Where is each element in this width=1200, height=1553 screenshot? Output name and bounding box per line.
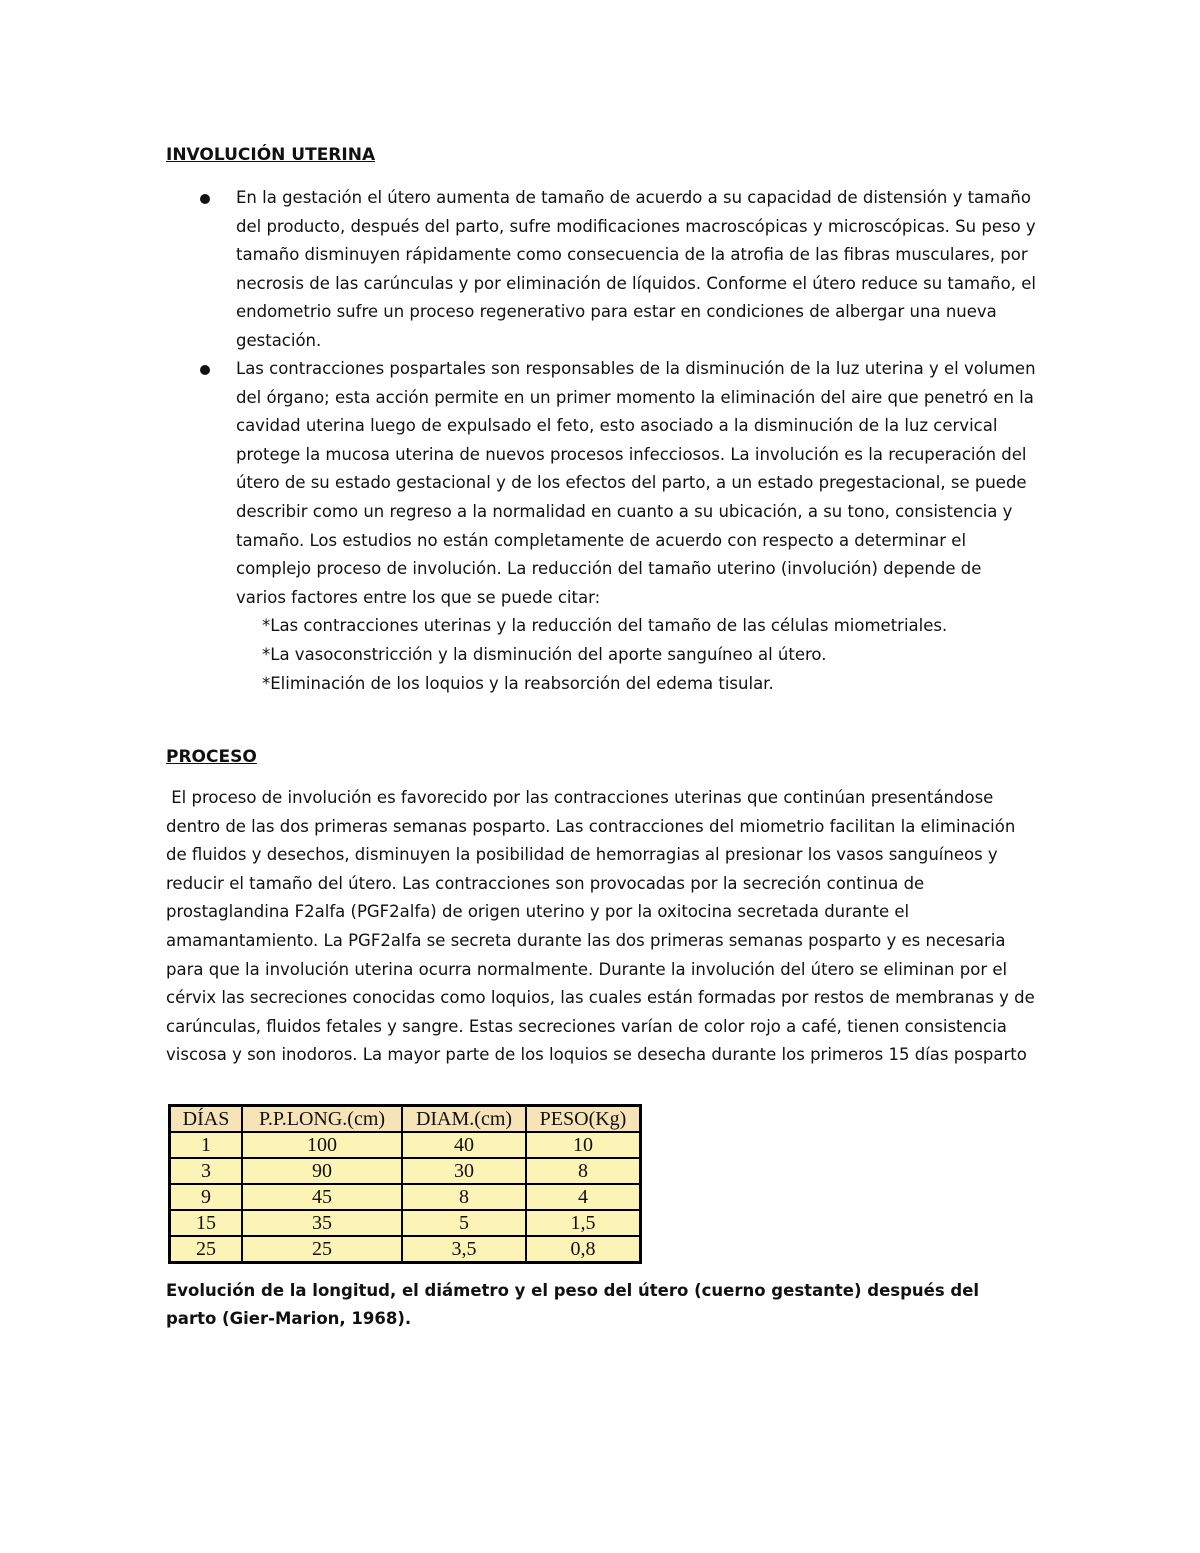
table-cell: 0,8 xyxy=(526,1236,641,1263)
table-cell: 90 xyxy=(242,1158,402,1184)
proceso-paragraph-block xyxy=(166,784,1041,1070)
bullet-paragraph-2: Las contracciones pospartales son responsables de la disminución de la luz uterina y el volumen del órgano; esta acción permite en un primer momento la eliminación del aire que penetró en la cavidad uterina luego de expulsado el feto, esto asociado a la disminución de la luz cervical protege la mucosa uterina de nuevos procesos infecciosos. La involución es la recuperación del útero de su estado gestacional y de los efectos del parto, a un estado pregestacional, se puede describir como un regreso a la normalidad en cuanto a su ubicación, a su tono, consistencia y tamaño. Los estudios no están completamente de acuerdo con respecto a determinar el complejo proceso de involución. La reducción del tamaño uterino (involución) depende de varios factores entre los que se puede citar: xyxy=(236,359,1036,607)
uterus-evolution-table xyxy=(168,1104,642,1264)
table-header-cell: DIAM.(cm) xyxy=(402,1106,526,1133)
table-cell: 4 xyxy=(526,1184,641,1210)
table-row xyxy=(170,1158,641,1184)
table-cell: 25 xyxy=(242,1236,402,1263)
table-row xyxy=(170,1184,641,1210)
factor-item: *La vasoconstricción y la disminución del aporte sanguíneo al útero. xyxy=(262,644,827,664)
table-cell: 5 xyxy=(402,1210,526,1236)
table-cell: 30 xyxy=(402,1158,526,1184)
table-row xyxy=(170,1236,641,1263)
table-header-cell: DÍAS xyxy=(170,1106,243,1133)
table-cell: 35 xyxy=(242,1210,402,1236)
table-caption: Evolución de la longitud, el diámetro y el peso del útero (cuerno gestante) después del parto (Gier-Marion, 1968). xyxy=(166,1281,980,1328)
table-cell: 1 xyxy=(170,1132,243,1158)
section-title-proceso: PROCESO xyxy=(166,747,257,767)
table-cell: 8 xyxy=(402,1184,526,1210)
table-cell: 9 xyxy=(170,1184,243,1210)
table-cell: 40 xyxy=(402,1132,526,1158)
proceso-paragraph: El proceso de involución es favorecido por las contracciones uterinas que continúan presentándose dentro de las dos primeras semanas posparto. Las contracciones del miometrio facilitan la eliminación de fluidos y desechos, disminuyen la posibilidad de hemorragias al presionar los vasos sanguíneos y reducir el tamaño del útero. Las contracciones son provocadas por la secreción continua de prostaglandina F2alfa (PGF2alfa) de origen uterino y por la oxitocina secretada durante el amamantamiento. La PGF2alfa se secreta durante las dos primeras semanas posparto y es necesaria para que la involución uterina ocurra normalmente. Durante la involución del útero se eliminan por el cérvix las secreciones conocidas como loquios, las cuales están formadas por restos de membranas y de carúnculas, fluidos fetales y sangre. Estas secreciones varían de color rojo a café, tienen consistencia viscosa y son inodoros. La mayor parte de los loquios se desecha durante los primeros 15 días posparto xyxy=(166,788,1041,1065)
table-cell: 25 xyxy=(170,1236,243,1263)
bullet-point-icon xyxy=(200,194,210,204)
table-cell: 3,5 xyxy=(402,1236,526,1263)
factor-item: *Las contracciones uterinas y la reducción del tamaño de las células miometriales. xyxy=(262,616,948,636)
table-cell: 3 xyxy=(170,1158,243,1184)
table-cell: 100 xyxy=(242,1132,402,1158)
table-cell: 45 xyxy=(242,1184,402,1210)
table-cell: 10 xyxy=(526,1132,641,1158)
table-cell: 1,5 xyxy=(526,1210,641,1236)
bullet-point-icon xyxy=(200,365,210,375)
factor-item: *Eliminación de los loquios y la reabsorción del edema tisular. xyxy=(262,673,774,693)
bullet-paragraph-2-block xyxy=(236,355,1036,698)
section-title-involucion: INVOLUCIÓN UTERINA xyxy=(166,145,376,165)
table-header-row xyxy=(170,1106,641,1133)
bullet-paragraph-1: En la gestación el útero aumenta de tamaño de acuerdo a su capacidad de distensión y tamaño del producto, después del parto, sufre modificaciones macroscópicas y microscópicas. Su peso y tamaño disminuyen rápidamente como consecuencia de la atrofia de las fibras musculares, por necrosis de las carúnculas y por eliminación de líquidos. Conforme el útero reduce su tamaño, el endometrio sufre un proceso regenerativo para estar en condiciones de albergar una nueva gestación. xyxy=(236,188,1036,350)
table-header-cell: PESO(Kg) xyxy=(526,1106,641,1133)
table-cell: 8 xyxy=(526,1158,641,1184)
table-cell: 15 xyxy=(170,1210,243,1236)
table-row xyxy=(170,1210,641,1236)
table-header-cell: P.P.LONG.(cm) xyxy=(242,1106,402,1133)
table-row xyxy=(170,1132,641,1158)
